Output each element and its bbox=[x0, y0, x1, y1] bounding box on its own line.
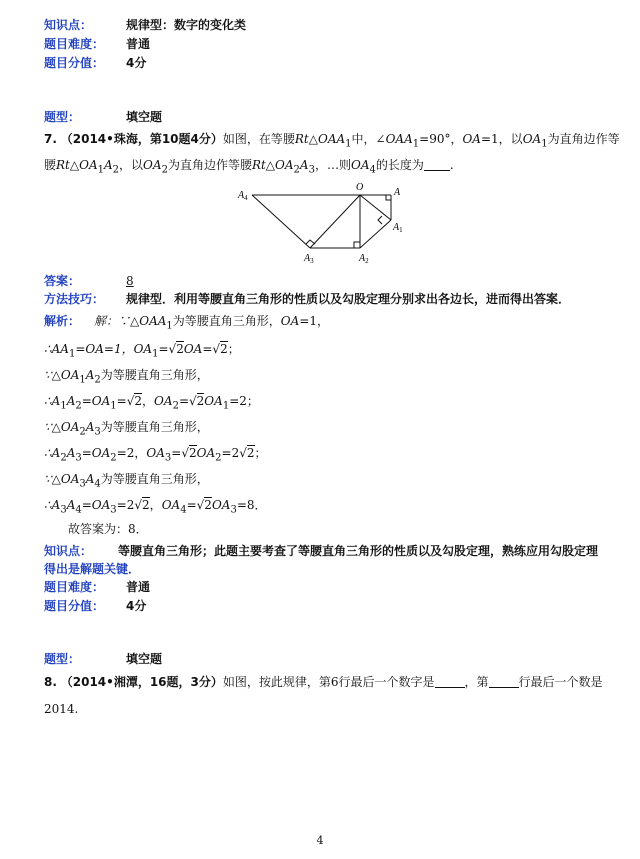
score-row bbox=[44, 54, 146, 72]
q7-sub: 4 bbox=[369, 164, 376, 176]
q7-text: ，…则 bbox=[314, 158, 351, 172]
q7-text: A bbox=[299, 158, 309, 172]
q7-source: （2014•珠海，第10题4分） bbox=[60, 132, 223, 146]
q7-sub: 3 bbox=[308, 164, 315, 176]
q7-type-value: 填空题 bbox=[126, 110, 163, 124]
q8-type-row bbox=[44, 650, 162, 668]
q7-score-label: 题目分值： bbox=[44, 599, 105, 613]
q7-knowledge-row2 bbox=[44, 560, 140, 578]
label-a1: $A_1$ bbox=[393, 222, 403, 234]
difficulty-row bbox=[44, 35, 150, 53]
q7-text: A bbox=[103, 158, 113, 172]
q7-step7: $\therefore A_3A_4=OA_3=2√2$，$OA_4=√2OA_3=8$． bbox=[44, 498, 267, 516]
q8-blank-2 bbox=[489, 675, 519, 688]
q7-step4: $\because\triangle OA_2A_3$为等腰直角三角形， bbox=[44, 420, 209, 438]
right-angle-a1 bbox=[378, 216, 382, 224]
label-a3: $A_3$ bbox=[304, 253, 314, 265]
q7-text: =1，以 bbox=[480, 132, 523, 146]
q7-step5: $\therefore A_2A_3=OA_2=2$，$OA_3=√2OA_2=2√2$； bbox=[44, 446, 267, 464]
q7-sub: 1 bbox=[97, 164, 104, 176]
q7-type-row bbox=[44, 108, 162, 126]
q7-knowledge-value-2: 得出是解题关键． bbox=[44, 562, 141, 576]
q7-difficulty-row bbox=[44, 578, 150, 596]
q7-analysis-label: 解析： bbox=[44, 314, 81, 328]
q7-sub: 2 bbox=[112, 164, 120, 176]
q7-text: OA bbox=[350, 158, 370, 172]
right-angle-a3 bbox=[306, 240, 315, 244]
q8-text-b: ，第 bbox=[464, 675, 489, 689]
q7-text: Rt△OA bbox=[56, 158, 98, 172]
segment-a1-a2 bbox=[360, 220, 391, 248]
q7-answer-blank bbox=[424, 158, 450, 171]
label-o: O bbox=[356, 182, 364, 193]
q7-text: ，以 bbox=[119, 158, 144, 172]
q7-score-row bbox=[44, 597, 146, 615]
q7-text: OAA bbox=[385, 132, 413, 146]
q7-difficulty-label: 题目难度： bbox=[44, 580, 105, 594]
right-angle-a bbox=[386, 195, 391, 200]
label-a2: $A_2$ bbox=[359, 253, 369, 265]
q7-score-value: 4分 bbox=[126, 599, 147, 613]
q8-text-c: 行最后一个数是 bbox=[518, 675, 603, 689]
difficulty-value: 普通 bbox=[126, 37, 151, 51]
q7-text: Rt△OAA bbox=[294, 132, 346, 146]
score-value: 4分 bbox=[126, 56, 147, 70]
q8-stem-line1 bbox=[44, 673, 603, 691]
q7-knowledge-label: 知识点： bbox=[44, 544, 93, 558]
q7-text: 如图，在等腰 bbox=[222, 132, 295, 146]
q7-sub: 2 bbox=[161, 164, 168, 176]
q7-sub: 1 bbox=[541, 138, 548, 150]
q7-knowledge-value: 等腰直角三角形；此题主要考查了等腰直角三角形的性质以及勾股定理，熟练应用勾股定理 bbox=[118, 544, 599, 558]
label-a4: $A_4$ bbox=[238, 190, 248, 202]
score-label: 题目分值： bbox=[44, 56, 105, 70]
q7-sub: 1 bbox=[345, 138, 352, 150]
q7-type-label: 题型： bbox=[44, 110, 81, 124]
q7-stem-line2: 腰$Rt\triangle OA_1A_2$，以$OA_2$为直角边作等腰$Rt\triangle OA_2A_3$，…则$OA_4$的长度为 . bbox=[44, 158, 454, 176]
q7-number: 7. bbox=[44, 132, 57, 146]
q7-text: OA bbox=[462, 132, 481, 146]
q8-stem-line2: 2014. bbox=[44, 702, 79, 716]
q7-method-value: 规律型．利用等腰直角三角形的性质以及勾股定理分别求出各边长，进而得出答案． bbox=[126, 292, 571, 306]
q7-text: 的长度为 bbox=[375, 158, 424, 172]
q7-text: =90°， bbox=[419, 132, 463, 146]
q8-number: 8. bbox=[44, 675, 57, 689]
q7-knowledge-row bbox=[44, 542, 598, 560]
segment-a3-a4 bbox=[252, 195, 310, 248]
analysis-text: 解：∵△OAA bbox=[94, 314, 167, 328]
q8-source: （2014•湘潭，16题，3分） bbox=[60, 675, 223, 689]
q7-step2: $\because\triangle OA_1A_2$为等腰直角三角形， bbox=[44, 368, 209, 386]
q8-blank-1 bbox=[435, 675, 465, 688]
q7-difficulty-value: 普通 bbox=[126, 580, 151, 594]
q7-sub: 1 bbox=[412, 138, 420, 150]
q7-step3: $\therefore A_1A_2=OA_1=√2$，$OA_2=√2OA_1=2$； bbox=[44, 394, 259, 412]
difficulty-label: 题目难度： bbox=[44, 37, 105, 51]
segment-o-a3 bbox=[310, 195, 360, 248]
q8-type-label: 题型： bbox=[44, 652, 81, 666]
q8-text-a: 如图，按此规律，第6行最后一个数字是 bbox=[222, 675, 435, 689]
q7-answer-label: 答案： bbox=[44, 274, 81, 288]
q7-stem-line1 bbox=[44, 130, 620, 153]
knowledge-value: 规律型：数字的变化类 bbox=[126, 18, 247, 32]
q7-conclusion: 故答案为：8． bbox=[68, 522, 148, 536]
q7-text: 为直角边作等 bbox=[547, 132, 620, 146]
q7-text: OA bbox=[522, 132, 542, 146]
q7-method-label: 方法技巧： bbox=[44, 292, 105, 306]
q7-analysis-intro: 解析： 解：$\because\triangle OAA_1$为等腰直角三角形，OA=1， bbox=[44, 314, 330, 332]
knowledge-row bbox=[44, 16, 246, 34]
q7-text: Rt△OA bbox=[251, 158, 294, 172]
q7-text: 腰 bbox=[44, 158, 57, 172]
q7-text: 中，∠ bbox=[351, 132, 386, 146]
q7-answer-row bbox=[44, 272, 134, 290]
right-angle-a2 bbox=[354, 242, 360, 248]
q8-type-value: 填空题 bbox=[126, 652, 163, 666]
q7-step1: $\therefore AA_1=OA=1$，$OA_1=√2OA=√2$； bbox=[44, 342, 240, 360]
q7-method-row bbox=[44, 290, 570, 308]
page-number: 4 bbox=[316, 834, 324, 847]
q7-figure bbox=[236, 180, 406, 266]
label-a: A bbox=[394, 187, 401, 198]
q7-step6: $\because\triangle OA_3A_4$为等腰直角三角形， bbox=[44, 472, 209, 490]
q7-answer-value: 8 bbox=[126, 274, 134, 288]
q7-text: 为直角边作等腰 bbox=[167, 158, 252, 172]
q7-text: OA bbox=[143, 158, 162, 172]
q7-sub: 2 bbox=[293, 164, 300, 176]
knowledge-label: 知识点： bbox=[44, 18, 93, 32]
